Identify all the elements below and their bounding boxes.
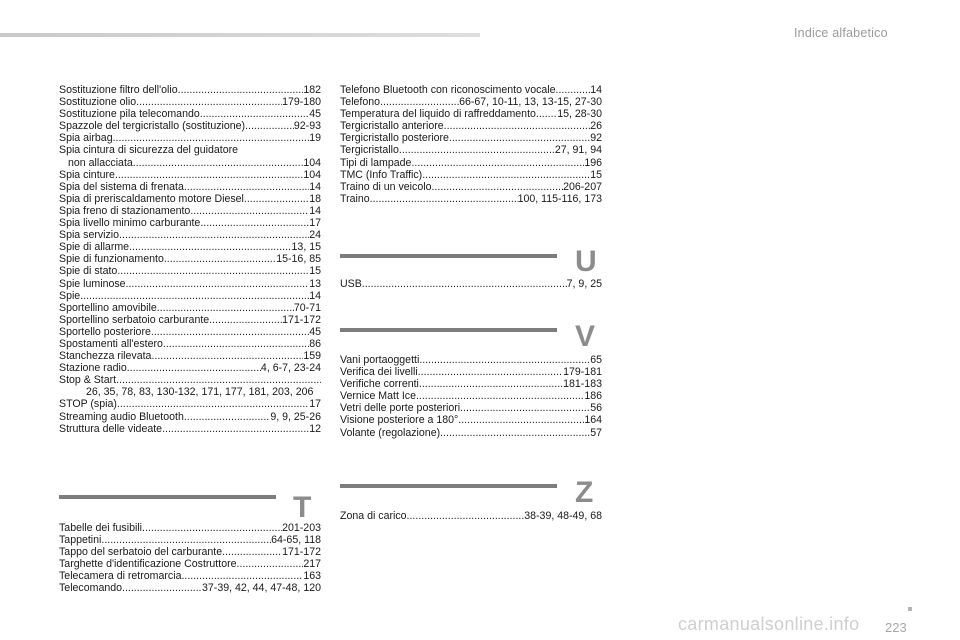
dot-leader xyxy=(119,229,309,241)
index-entry-label: Sostituzione olio xyxy=(59,96,137,109)
index-entry-pages: 164 xyxy=(584,414,602,427)
index-entry xyxy=(59,314,321,326)
dot-leader xyxy=(190,205,309,217)
index-entry-label: Spia cinture xyxy=(59,168,115,181)
section-t-rule xyxy=(59,495,276,499)
index-entry-label: Spie di stato xyxy=(59,265,118,278)
index-entry xyxy=(340,427,602,439)
index-section-v xyxy=(340,354,602,439)
index-entry xyxy=(340,169,602,181)
index-entry-pages: 13 xyxy=(309,277,321,290)
index-entry-pages: 14 xyxy=(309,180,321,193)
index-entry xyxy=(59,374,321,386)
index-entry-label: Vetri delle porte posteriori xyxy=(340,402,461,415)
index-entry-label: Spie di allarme xyxy=(59,241,130,254)
index-entry xyxy=(340,181,602,193)
dot-leader xyxy=(157,302,294,314)
dot-leader xyxy=(362,278,567,290)
index-entry-label: Targhette d'identificazione Costruttore xyxy=(59,558,237,571)
index-entry-pages: 12 xyxy=(309,422,321,435)
dot-leader xyxy=(133,157,304,169)
index-entry-pages: 92-93 xyxy=(293,120,321,133)
dot-leader xyxy=(431,181,563,193)
index-entry-pages: 24 xyxy=(309,229,321,242)
dot-leader xyxy=(142,522,282,534)
index-entry-pages: 38-39, 48-49, 68 xyxy=(524,510,602,522)
dot-leader xyxy=(245,120,294,132)
index-entry xyxy=(59,326,321,338)
index-entry xyxy=(59,253,321,265)
dot-leader xyxy=(536,108,557,120)
dot-leader xyxy=(440,427,590,439)
index-entry xyxy=(59,302,321,314)
index-entry-pages: 37-39, 42, 44, 47-48, 120 xyxy=(202,582,321,595)
index-entry-label: Telefono Bluetooth con riconoscimento vocale xyxy=(340,84,556,96)
dot-leader xyxy=(449,132,590,144)
index-entry-pages: 18 xyxy=(309,192,321,205)
index-entry-label: Traino xyxy=(340,192,370,205)
index-entry-pages: 17 xyxy=(309,398,321,411)
section-z-letter: Z xyxy=(575,476,594,509)
index-entry-label: Spia di preriscaldamento motore Diesel xyxy=(59,192,244,205)
dot-leader xyxy=(399,144,555,156)
index-entry xyxy=(59,108,321,120)
index-entry-label: Tergicristallo posteriore xyxy=(340,132,449,145)
dot-leader xyxy=(222,546,282,558)
dot-leader xyxy=(162,423,309,435)
dot-leader xyxy=(419,354,590,366)
index-entry-label: Spia freno di stazionamento xyxy=(59,204,191,217)
index-entry xyxy=(59,265,321,277)
dot-leader xyxy=(163,338,309,350)
dot-leader xyxy=(407,510,525,522)
index-entry xyxy=(59,570,321,582)
dot-leader xyxy=(151,350,303,362)
index-entry xyxy=(59,169,321,181)
index-entry-pages: 45 xyxy=(309,325,321,338)
index-entry xyxy=(59,350,321,362)
index-section-z xyxy=(340,510,602,522)
index-entry-label: Sportello posteriore xyxy=(59,325,151,338)
dot-leader xyxy=(244,193,309,205)
header-rule xyxy=(0,33,480,37)
index-entry xyxy=(340,378,602,390)
dot-leader xyxy=(200,217,309,229)
index-section-u xyxy=(340,278,602,290)
watermark: carmanualsonline.info xyxy=(678,614,860,634)
dot-leader xyxy=(136,96,282,108)
footer-marker xyxy=(908,607,912,611)
index-entry-pages: 9, 9, 25-26 xyxy=(270,410,321,423)
index-entry-pages: 14 xyxy=(590,84,602,96)
index-entry xyxy=(59,84,321,96)
index-column-left xyxy=(59,84,321,435)
index-entry xyxy=(340,510,602,522)
dot-leader xyxy=(122,582,202,594)
index-entry-label: Verifiche correnti xyxy=(340,378,419,391)
dot-leader xyxy=(416,390,584,402)
index-entry-label: Temperatura del liquido di raffreddamento xyxy=(340,108,536,121)
index-entry xyxy=(59,229,321,241)
index-entry-label: Traino di un veicolo xyxy=(340,180,432,193)
index-entry-label: Vernice Matt Ice xyxy=(340,390,416,403)
dot-leader xyxy=(380,96,459,108)
index-entry-pages: 171-172 xyxy=(282,313,321,326)
index-entry-pages: 56 xyxy=(590,402,602,415)
index-entry-pages: 26 xyxy=(590,120,602,133)
index-entry-pages: 19 xyxy=(309,132,321,145)
index-entry-pages: 104 xyxy=(303,168,321,181)
index-entry xyxy=(59,205,321,217)
index-entry-label: TMC (Info Traffic) xyxy=(340,168,423,181)
index-entry-pages: 45 xyxy=(309,108,321,121)
dot-leader xyxy=(178,84,304,96)
index-entry xyxy=(59,534,321,546)
index-entry-pages: 206-207 xyxy=(563,180,602,193)
index-entry-label: Spia del sistema di frenata xyxy=(59,180,184,193)
dot-leader xyxy=(151,326,309,338)
index-entry-label: Visione posteriore a 180° xyxy=(340,414,459,427)
index-entry-label: Sostituzione pila telecomando xyxy=(59,108,200,121)
dot-leader xyxy=(411,157,584,169)
index-entry-pages: 64-65, 118 xyxy=(271,534,321,547)
index-entry-pages: 201-203 xyxy=(282,522,321,534)
dot-leader xyxy=(184,181,309,193)
index-entry-pages: 26, 35, 78, 83, 130-132, 171, 177, 181, 203, 206 xyxy=(86,386,314,399)
index-entry-label: Spazzole del tergicristallo (sostituzione) xyxy=(59,120,246,133)
index-entry xyxy=(340,108,602,120)
section-v-letter: V xyxy=(575,320,596,353)
index-entry-label: Tergicristallo xyxy=(340,144,399,157)
index-entry xyxy=(59,290,321,302)
dot-leader xyxy=(101,534,271,546)
index-entry-pages: 171-172 xyxy=(282,546,321,559)
index-entry-label: Spia servizio xyxy=(59,229,120,242)
index-entry xyxy=(340,390,602,402)
index-entry xyxy=(59,582,321,594)
index-entry xyxy=(340,414,602,426)
section-z-rule xyxy=(340,484,557,488)
page-number: 223 xyxy=(885,620,907,635)
index-entry xyxy=(340,96,602,108)
index-entry-label: Stazione radio xyxy=(59,362,127,375)
index-entry-label: Tabelle dei fusibili xyxy=(59,522,143,534)
index-entry-pages: 100, 115-116, 173 xyxy=(517,192,602,205)
index-entry-pages: 57 xyxy=(590,426,602,439)
index-entry xyxy=(59,278,321,290)
index-entry-label: Sportellino serbatoio carburante xyxy=(59,313,210,326)
index-entry xyxy=(340,366,602,378)
index-entry-pages: 15 xyxy=(309,265,321,278)
index-entry-pages: 13, 15 xyxy=(291,241,321,254)
index-entry-label: Zona di carico xyxy=(340,510,407,522)
index-entry-pages: 4, 6-7, 23-24 xyxy=(260,362,321,375)
index-entry xyxy=(59,558,321,570)
index-entry-pages: 163 xyxy=(303,570,321,583)
section-u-letter: U xyxy=(575,245,597,278)
index-entry-pages: 179-180 xyxy=(282,96,321,109)
index-entry-label: Stop & Start xyxy=(59,374,117,387)
index-entry-pages: 104 xyxy=(303,156,321,169)
index-entry xyxy=(340,402,602,414)
index-entry-label: Spostamenti all'estero xyxy=(59,337,163,350)
index-entry-pages: 92 xyxy=(590,132,602,145)
index-entry xyxy=(59,398,321,410)
dot-leader xyxy=(115,169,303,181)
dot-leader xyxy=(129,241,291,253)
index-entry-pages: 159 xyxy=(303,350,321,363)
index-entry-label: Tappetini xyxy=(59,534,102,547)
dot-leader xyxy=(181,570,303,582)
index-entry-pages: 66-67, 10-11, 13, 13-15, 27-30 xyxy=(459,96,602,109)
index-entry-pages: 186 xyxy=(584,390,602,403)
dot-leader xyxy=(200,108,309,120)
dot-leader xyxy=(209,314,282,326)
index-entry-pages: 15 xyxy=(590,168,602,181)
index-entry xyxy=(59,522,321,534)
index-entry-label: Verifica dei livelli xyxy=(340,366,418,379)
index-entry xyxy=(59,362,321,374)
dot-leader xyxy=(370,193,518,205)
dot-leader xyxy=(458,414,584,426)
index-entry-label: Spia airbag xyxy=(59,132,113,145)
index-entry-label: STOP (spia) xyxy=(59,398,117,411)
index-entry xyxy=(340,354,602,366)
index-entry xyxy=(340,278,602,290)
section-u-rule xyxy=(340,254,557,258)
dot-leader xyxy=(460,402,590,414)
dot-leader xyxy=(113,132,310,144)
index-entry-label: Telecomando xyxy=(59,582,123,595)
index-entry-label: Tappo del serbatoio del carburante xyxy=(59,546,223,559)
section-t-letter: T xyxy=(293,491,312,524)
index-entry-label: Streaming audio Bluetooth xyxy=(59,410,184,423)
index-entry xyxy=(340,144,602,156)
index-entry-label: Stanchezza rilevata xyxy=(59,350,152,363)
index-entry-label: Struttura delle videate xyxy=(59,422,163,435)
index-entry-pages: 65 xyxy=(590,354,602,366)
dot-leader xyxy=(419,378,563,390)
dot-leader xyxy=(80,290,309,302)
index-entry-label: USB xyxy=(340,278,362,290)
dot-leader xyxy=(556,84,591,96)
index-entry-label: Spie luminose xyxy=(59,277,126,290)
index-entry xyxy=(59,338,321,350)
index-entry-label: Telecamera di retromarcia xyxy=(59,570,182,583)
index-entry xyxy=(59,181,321,193)
index-entry-label: Sostituzione filtro dell'olio xyxy=(59,84,178,96)
index-entry-pages: 15, 28-30 xyxy=(557,108,602,121)
index-entry: Spia cintura di sicurezza del guidatore xyxy=(59,144,239,157)
index-entry-pages: 217 xyxy=(303,558,321,571)
index-entry-pages: 70-71 xyxy=(293,301,321,314)
index-entry-pages: 196 xyxy=(584,156,602,169)
section-v-rule xyxy=(340,328,557,332)
index-entry-label: Tergicristallo anteriore xyxy=(340,120,444,133)
index-entry-label: Spia livello minimo carburante xyxy=(59,217,201,230)
index-entry-label: non allacciata xyxy=(68,156,133,169)
dot-leader xyxy=(116,374,321,386)
dot-leader xyxy=(184,411,270,423)
dot-leader xyxy=(444,120,591,132)
index-entry xyxy=(59,120,321,132)
index-entry xyxy=(59,423,321,435)
index-entry xyxy=(59,217,321,229)
index-entry-pages: 17 xyxy=(309,217,321,230)
index-entry-pages: 182 xyxy=(303,84,321,96)
index-entry-label: Telefono xyxy=(340,96,381,109)
dot-leader xyxy=(237,558,304,570)
dot-leader xyxy=(117,398,309,410)
index-entry xyxy=(59,546,321,558)
index-entry xyxy=(59,411,321,423)
index-entry-pages: 27, 91, 94 xyxy=(554,144,602,157)
index-entry-label: Tipi di lampade xyxy=(340,156,412,169)
index-entry xyxy=(59,193,321,205)
index-entry xyxy=(340,120,602,132)
dot-leader xyxy=(117,265,309,277)
index-entry xyxy=(340,84,602,96)
index-entry xyxy=(59,241,321,253)
dot-leader xyxy=(164,253,276,265)
index-entry-label: Vani portaoggetti xyxy=(340,354,420,366)
dot-leader xyxy=(127,362,261,374)
index-entry xyxy=(340,132,602,144)
page-header-title: Indice alfabetico xyxy=(794,26,888,40)
dot-leader xyxy=(418,366,563,378)
index-entry-pages: 14 xyxy=(309,204,321,217)
index-entry-pages: 7, 9, 25 xyxy=(566,278,602,290)
index-entry-label: Volante (regolazione) xyxy=(340,426,441,439)
index-entry-pages: 86 xyxy=(309,337,321,350)
index-entry-pages: 15-16, 85 xyxy=(276,253,321,266)
index-entry xyxy=(59,96,321,108)
index-entry-label: Spie xyxy=(59,289,81,302)
index-entry xyxy=(340,193,602,205)
index-entry-pages: 14 xyxy=(309,289,321,302)
dot-leader xyxy=(422,169,590,181)
index-section-t-continued xyxy=(340,84,602,205)
index-entry-label: Spie di funzionamento xyxy=(59,253,164,266)
index-entry xyxy=(340,157,602,169)
index-section-t xyxy=(59,522,321,595)
index-entry-pages: 179-181 xyxy=(563,366,602,379)
dot-leader xyxy=(126,278,310,290)
index-entry-label: Sportellino amovibile xyxy=(59,301,157,314)
index-entry xyxy=(59,157,321,169)
index-entry xyxy=(59,132,321,144)
index-entry-pages: 181-183 xyxy=(563,378,602,391)
